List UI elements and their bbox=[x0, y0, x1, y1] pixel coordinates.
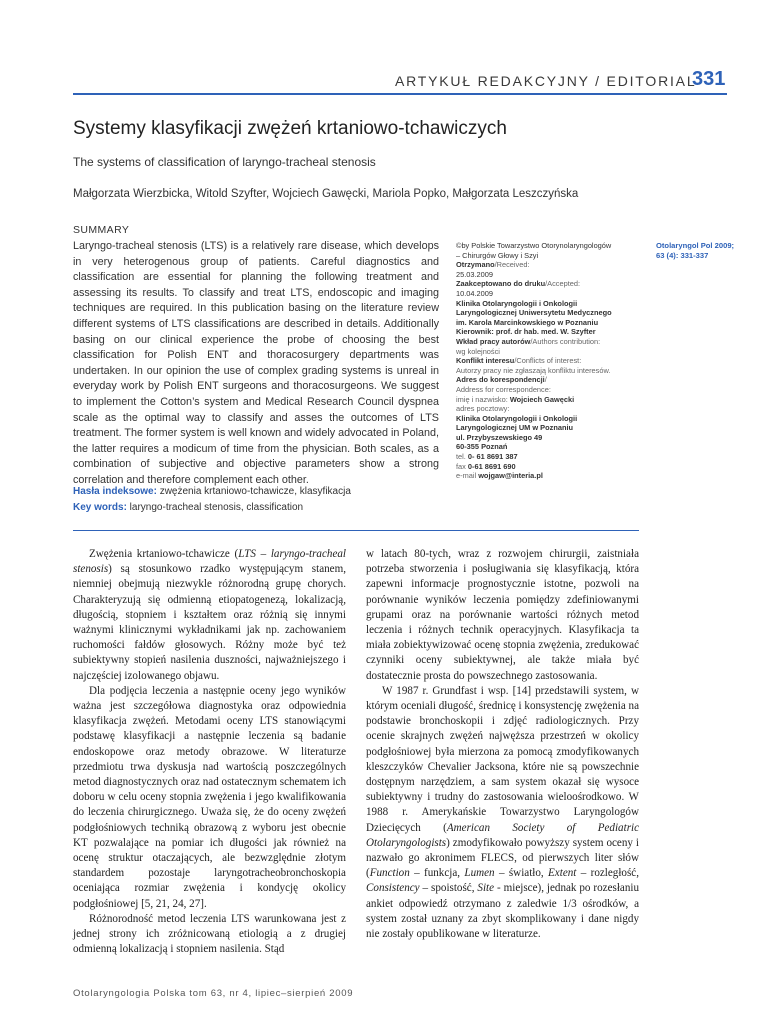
address-label: Adres do korespondencji bbox=[456, 375, 545, 385]
text-run: – światło, bbox=[494, 867, 549, 880]
text-run: – spoistość, bbox=[419, 882, 478, 895]
conflict-value: Autorzy pracy nie zgłaszają konfliktu interesów. bbox=[456, 365, 611, 375]
postal-address-line: 60-355 Poznań bbox=[456, 442, 508, 452]
keywords-english-label: Key words: bbox=[73, 502, 127, 513]
received-date: 25.03.2009 bbox=[456, 269, 493, 279]
contribution-value: wg kolejności bbox=[456, 346, 500, 356]
summary-heading: SUMMARY bbox=[73, 224, 130, 236]
summary-text: Laryngo-tracheal stenosis (LTS) is a relatively rare disease, which develops in very heterogenous group of patients. Careful diagnostics and classification are essential for planning the following treatment and assessing its results. To classify and treat LTS, endoscopic and imaging techniques are required. In this publication basing on the literature review different systems of LTS classifications are described in details. Additionally basing on our clinical experience the probe of choosing the best classification for Polish ENT and thoracosurgery departments was undertaken. In our opinion the use of complex grading systems is unreal in everyday work by Polish ENT surgeons and thoracosurgeons. We suggest to implement the Cotton’s system and Medical Research Council dyspnea scale as the optimal way to classify and asses the outcomes of LTS treatment. The former system is well known and widely advocated in Poland, the latter requires a modicum of time from the physician. Both scales, as a combination of subjective and objective parameters show a strong correlation and therefore complement each other. bbox=[73, 240, 439, 486]
text-run-italic: Site bbox=[477, 882, 495, 895]
keywords-polish bbox=[73, 486, 351, 497]
body-column-left bbox=[73, 547, 346, 957]
journal-footer: Otolaryngologia Polska tom 63, nr 4, lipiec–sierpień 2009 bbox=[73, 988, 354, 999]
article-metadata bbox=[456, 241, 636, 481]
name-line bbox=[456, 395, 636, 405]
text-run: W 1987 r. Grundfast i wsp. [14] przedstawili system, w którym oceniali długość, średnicę i konsystencję zwężenia na podstawie bronchoskopii i zdjęć radiologicznych. Przy ocenie skrajnych zwężeń najwęższa przestrzeń w okolicy podgłośniowej była mierzona za pomocą zmodyfikowanych kleszczyków Chevalier Jacksona, które nie są powszechnie dostępnym narzędziem, a sam system okazał się wysoce subiektywny i trudny do zastosowania wieloośrodkowo. W 1988 r. Amerykańskie Towarzystwo Laryngologów Dziecięcych ( bbox=[366, 684, 639, 834]
address-line bbox=[456, 375, 636, 385]
text-run-italic: Consistency bbox=[366, 882, 420, 895]
accepted-label-en: /Accepted: bbox=[545, 279, 581, 289]
email-label: e-mail bbox=[456, 471, 479, 481]
copyright-line: ©by Polskie Towarzystwo Otorynolaryngologów bbox=[456, 241, 612, 250]
body-paragraph: Dla podjęcia leczenia a następnie oceny jego wyników ważna jest szczegółowa diagnostyka oraz odpowiednia klasyfikacja zwężeń. Metodami oceny LTS stanowiącymi podstawę klasyfikacji a następnie leczenia są badanie endoskopowe oraz metody obrazowe. W literaturze przedmiotu trwa dyskusja nad wartością poszczególnych metod diagnostycznych oraz nad ostatecznym schematem ich doboru w celu oceny stopnia zwężenia i jego kwalifikowania do leczenia chirurgicznego. Uważa się, że do oceny zwężeń podgłośniowych techniką obrazową z wyboru jest obecnie KT pozwalające na pomiar ich długości jak również na ocenę struktur otaczających, ale bezwzględnie złotym standardem pozostaje laryngotracheobronchoskopia oceniająca rozmiar zwężenia i kondycję okolicy podgłośniowej [5, 21, 24, 27]. bbox=[73, 684, 346, 910]
email-line bbox=[456, 471, 636, 481]
keywords-english-value: laryngo-tracheal stenosis, classification bbox=[126, 502, 304, 513]
body-paragraph: w latach 80-tych, wraz z rozwojem chirurgii, zaistniała potrzeba stworzenia i posługiwania się klasyfikacją, która zapewni informacje prognostycznie istotne, pozwoli na porównanie wyników leczenia pomiędzy zdefiniowanymi grupami oraz na porównanie wartości różnych metod leczenia i różnych technik operacyjnych. Klasyfikacja ta miała zobiektywizować ocenę stopnia zwężenia, zredukować czynniki oceny subiektywnej, ale także miała być dostatecznie prosta do powszechnego zastosowania. bbox=[366, 548, 639, 682]
text-run: ) zmodyfikowało powyższy system oceny i nazwało go akronimem FLECS, od pierwszych liter słów ( bbox=[366, 836, 639, 880]
keywords-polish-value: zwężenia krtaniowo-tchawicze, klasyfikacja bbox=[156, 486, 351, 497]
text-run-italic: Lumen bbox=[464, 867, 495, 880]
keywords-polish-label: Hasła indeksowe: bbox=[73, 486, 157, 497]
body-paragraph bbox=[366, 684, 639, 942]
name-value: Wojciech Gawęcki bbox=[509, 394, 575, 404]
postal-address-line: ul. Przybyszewskiego 49 bbox=[456, 432, 543, 442]
received-label-en: /Received: bbox=[494, 260, 530, 270]
clinic-line: Laryngologicznej Uniwersytetu Medycznego bbox=[456, 308, 612, 318]
citation-line: 63 (4): 331-337 bbox=[656, 251, 709, 260]
postal-address-line: Klinika Otolaryngologii i Onkologii bbox=[456, 413, 578, 423]
contribution-label: Wkład pracy autorów bbox=[456, 336, 531, 346]
text-run-italic: LTS – laryngo-tracheal stenosis bbox=[73, 548, 346, 576]
text-run: – funkcja, bbox=[409, 867, 465, 880]
fax-label: fax bbox=[456, 461, 468, 471]
article-subtitle: The systems of classification of laryngo-tracheal stenosis bbox=[73, 155, 376, 169]
contribution-line bbox=[456, 337, 636, 347]
accepted-line bbox=[456, 279, 636, 289]
received-line bbox=[456, 260, 636, 270]
name-label: imię i nazwisko: bbox=[456, 394, 510, 404]
clinic-line: im. Karola Marcinkowskiego w Poznaniu bbox=[456, 317, 599, 327]
summary-divider bbox=[73, 530, 639, 531]
postal-address-line: Laryngologicznej UM w Poznaniu bbox=[456, 423, 574, 433]
citation-line: Otolaryngol Pol 2009; bbox=[656, 241, 735, 250]
contribution-label-en: /Authors contribution: bbox=[530, 336, 601, 346]
text-run: – rozległość, bbox=[576, 867, 639, 880]
fax-line bbox=[456, 462, 636, 472]
text-run-italic: Extent bbox=[548, 867, 577, 880]
conflict-line bbox=[456, 356, 636, 366]
journal-citation bbox=[656, 241, 746, 261]
text-run: ) są stosunkowo rzadko występującym stanem, niemniej obejmują niezwykle różnorodną grupę chorych. Charakteryzują się odmienną etiopatogenezą, lokalizacją, długością, stopniem i kształtem oraz różnią się innymi ważnymi klinicznymi wykładnikami jak np. zachowaniem ruchomości fałdów głosowych. Różny może być też subiektywny stopień nasilenia duszności, najważniejszego i najczęściej izolowanego objawu. bbox=[73, 563, 346, 682]
article-title: Systemy klasyfikacji zwężeń krtaniowo-tchawiczych bbox=[73, 118, 507, 139]
page-number: 331 bbox=[692, 68, 726, 90]
received-label: Otrzymano bbox=[456, 260, 495, 270]
phone-line bbox=[456, 452, 636, 462]
text-run: Zwężenia krtaniowo-tchawicze ( bbox=[89, 548, 239, 560]
text-run-italic: Function bbox=[369, 867, 410, 880]
keywords-english bbox=[73, 502, 303, 513]
copyright-line: – Chirurgów Głowy i Szyi bbox=[456, 250, 539, 260]
address-slash: / bbox=[544, 375, 547, 385]
phone-label: tel. bbox=[456, 452, 468, 462]
running-header-section: ARTYKUŁ REDAKCYJNY / EDITORIAL bbox=[395, 73, 697, 89]
accepted-label: Zaakceptowano do druku bbox=[456, 279, 546, 289]
clinic-line: Klinika Otolaryngologii i Onkologii bbox=[456, 298, 578, 308]
phone-value: 0- 61 8691 387 bbox=[467, 452, 518, 462]
body-paragraph: Różnorodność metod leczenia LTS warunkowana jest z jednej strony ich zróżnicowaną etiologią a z drugiej odmienną lokalizacją i stopniem nasilenia. Stąd bbox=[73, 912, 346, 956]
accepted-date: 10.04.2009 bbox=[456, 288, 493, 298]
fax-value: 0-61 8691 690 bbox=[467, 461, 516, 471]
header-divider bbox=[73, 93, 727, 95]
email-value: wojgaw@interia.pl bbox=[478, 471, 543, 481]
address-label-en: Address for correspondence: bbox=[456, 384, 551, 394]
text-run: - miejsce), jednak po rozesłaniu ankiet odpowiedź otrzymano z zaledwie 1/3 ośrodków, a system został uznany za zbyt skomplikowany i dane nigdy nie zostały opublikowane w literaturze. bbox=[366, 882, 639, 941]
text-run-italic: American Society of Pediatric Otolaryngologists bbox=[366, 821, 640, 849]
clinic-head: Kierownik: prof. dr hab. med. W. Szyfter bbox=[456, 327, 596, 337]
author-list: Małgorzata Wierzbicka, Witold Szyfter, Wojciech Gawęcki, Mariola Popko, Małgorzata Leszczyńska bbox=[73, 188, 579, 200]
conflict-label-en: /Conflicts of interest: bbox=[514, 356, 582, 366]
postal-label: adres pocztowy: bbox=[456, 404, 510, 414]
conflict-label: Konflikt interesu bbox=[456, 356, 515, 366]
body-column-right bbox=[366, 547, 639, 942]
body-paragraph bbox=[73, 547, 346, 684]
